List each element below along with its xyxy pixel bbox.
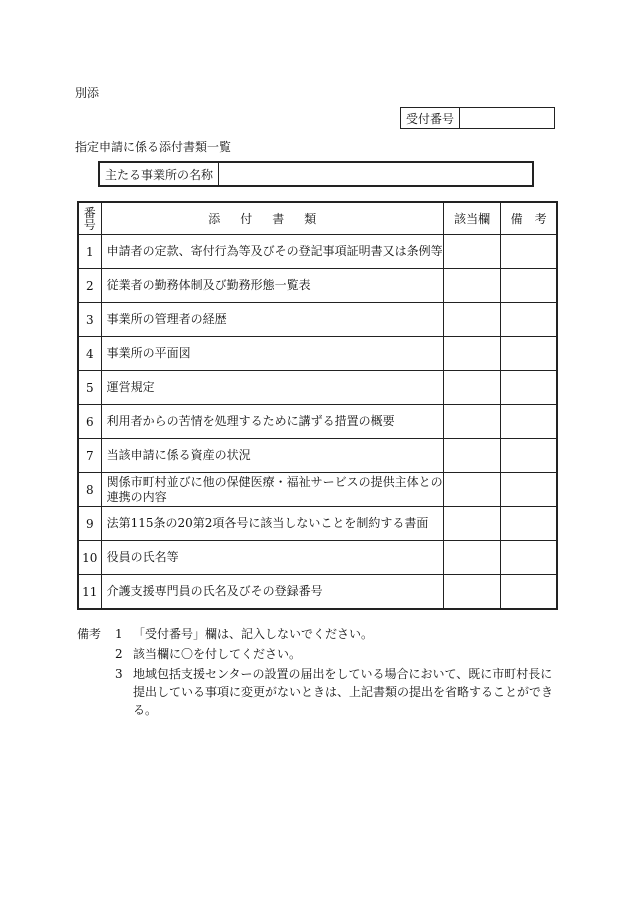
note-number: 1 [115,627,123,641]
table-row [78,337,557,371]
table-row [78,507,557,541]
header-number: 番 号 [78,202,101,235]
header-remarks: 備 考 [501,202,557,235]
row-document: 介護支援専門員の氏名及びその登録番号 [101,575,443,610]
row-number: 10 [78,541,101,575]
table-row [78,235,557,269]
row-remarks-cell[interactable] [501,439,557,473]
row-document: 当該申請に係る資産の状況 [101,439,443,473]
header-applicable: 該当欄 [444,202,501,235]
row-applicable-cell[interactable] [444,507,501,541]
row-remarks-cell[interactable] [501,269,557,303]
row-applicable-cell[interactable] [444,575,501,610]
row-number: 3 [78,303,101,337]
row-applicable-cell[interactable] [444,303,501,337]
note-text: 「受付番号」欄は、記入しないでください。 [133,627,374,641]
note-text: 地域包括支援センターの設置の届出をしている場合において、既に市町村長に提出している事項に変更がないときは、上記書類の提出を省略することができる。 [133,667,554,717]
notes-heading: 備考 [77,627,102,641]
row-number: 2 [78,269,101,303]
row-applicable-cell[interactable] [444,473,501,507]
row-number: 4 [78,337,101,371]
row-remarks-cell[interactable] [501,405,557,439]
table-row [78,371,557,405]
row-number: 6 [78,405,101,439]
office-name-field[interactable] [219,163,532,185]
receipt-number-label: 受付番号 [401,108,460,128]
table-row [78,473,557,507]
row-applicable-cell[interactable] [444,235,501,269]
row-applicable-cell[interactable] [444,371,501,405]
row-remarks-cell[interactable] [501,473,557,507]
row-remarks-cell[interactable] [501,507,557,541]
office-name-label: 主たる事業所の名称 [100,163,219,185]
row-number: 8 [78,473,101,507]
table-row [78,269,557,303]
row-document: 事業所の管理者の経歴 [101,303,443,337]
row-applicable-cell[interactable] [444,405,501,439]
receipt-number-box [400,107,555,129]
receipt-number-field[interactable] [460,108,554,128]
row-number: 7 [78,439,101,473]
table-row [78,439,557,473]
document-title: 指定申請に係る添付書類一覧 [75,140,232,154]
row-applicable-cell[interactable] [444,337,501,371]
row-number: 11 [78,575,101,610]
notes-section [77,625,563,719]
row-remarks-cell[interactable] [501,371,557,405]
note-item [77,665,563,719]
row-number: 1 [78,235,101,269]
row-document: 利用者からの苦情を処理するために講ずる措置の概要 [101,405,443,439]
table-row [78,541,557,575]
row-applicable-cell[interactable] [444,269,501,303]
row-document: 従業者の勤務体制及び勤務形態一覧表 [101,269,443,303]
table-row [78,303,557,337]
row-remarks-cell[interactable] [501,337,557,371]
note-item [77,645,563,663]
row-remarks-cell[interactable] [501,575,557,610]
note-number: 3 [115,667,123,681]
row-remarks-cell[interactable] [501,541,557,575]
row-document: 事業所の平面図 [101,337,443,371]
office-name-box [98,161,534,187]
note-number: 2 [115,647,123,661]
header-documents: 添付書類 [101,202,443,235]
table-header-row [78,202,557,235]
row-document: 申請者の定款、寄付行為等及びその登記事項証明書又は条例等 [101,235,443,269]
row-applicable-cell[interactable] [444,541,501,575]
row-document: 法第115条の20第2項各号に該当しないことを制約する書面 [101,507,443,541]
row-document: 役員の氏名等 [101,541,443,575]
row-document: 関係市町村並びに他の保健医療・福祉サービスの提供主体との連携の内容 [101,473,443,507]
row-number: 5 [78,371,101,405]
row-document: 運営規定 [101,371,443,405]
table-row [78,405,557,439]
attachment-label: 別添 [75,86,100,100]
attachment-table [77,201,558,610]
row-number: 9 [78,507,101,541]
note-text: 該当欄に〇を付してください。 [133,647,302,661]
note-item [77,625,563,643]
table-row [78,575,557,610]
row-remarks-cell[interactable] [501,303,557,337]
row-applicable-cell[interactable] [444,439,501,473]
row-remarks-cell[interactable] [501,235,557,269]
